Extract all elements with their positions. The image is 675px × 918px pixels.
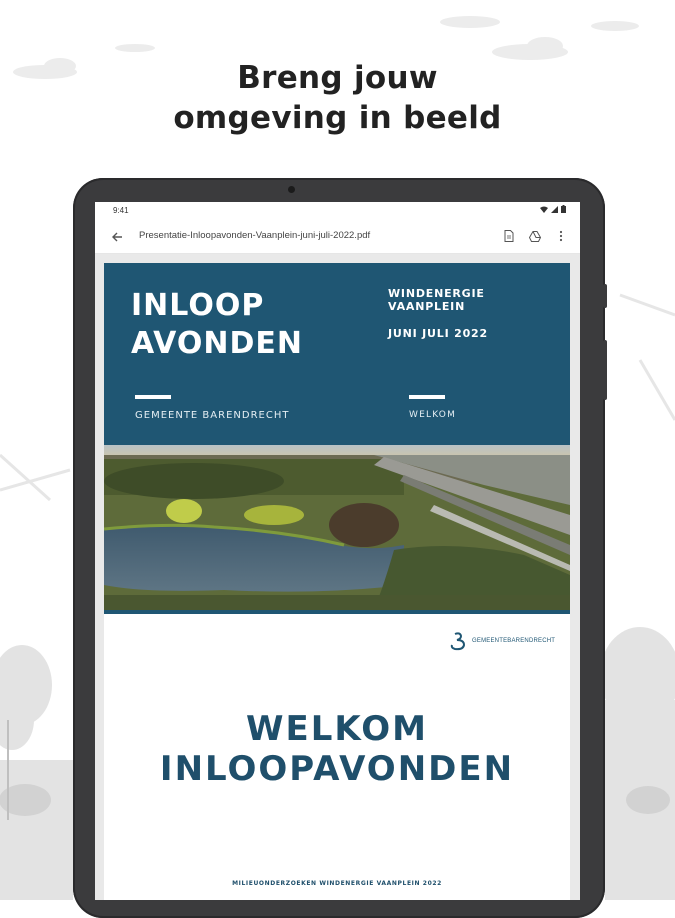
- battery-icon: [561, 205, 566, 213]
- cover-divider-right: [409, 395, 445, 399]
- signal-icon: [551, 206, 558, 213]
- aerial-photo: [104, 445, 570, 610]
- welcome-heading-line2: INLOOPAVONDEN: [159, 749, 515, 789]
- wifi-icon: [540, 206, 548, 213]
- status-bar: [95, 202, 580, 219]
- pdf-page: [104, 263, 570, 900]
- back-arrow-icon[interactable]: [109, 229, 125, 245]
- cover-welkom: WELKOM: [409, 410, 457, 420]
- municipality-logo: [449, 631, 555, 651]
- cover-municipality: GEMEENTE BARENDRECHT: [135, 410, 290, 421]
- pdf-file-name: Presentatie-Inloopavonden-Vaanplein-juni-juli-2022.pdf: [139, 230, 371, 241]
- cover-title-line1: INLOOP: [131, 288, 265, 323]
- promo-heading: [0, 58, 675, 138]
- cover-banner: [104, 263, 570, 445]
- app-bar-actions: [502, 229, 568, 243]
- cover-title: [131, 287, 303, 363]
- status-icons: [540, 205, 566, 213]
- cover-divider-left: [135, 395, 171, 399]
- pdf-viewer[interactable]: [95, 254, 580, 900]
- drive-icon: [529, 231, 541, 242]
- save-to-drive-button[interactable]: [528, 229, 542, 243]
- app-bar: [95, 219, 580, 254]
- promo-heading-line1: Breng jouw: [237, 60, 438, 96]
- cover-subtitle-line1: WINDENERGIE: [388, 287, 485, 300]
- status-time: 9:41: [113, 206, 129, 215]
- tablet-power-button: [603, 284, 607, 308]
- cover-date: JUNI JULI 2022: [388, 327, 488, 340]
- tablet-screen: [95, 202, 580, 900]
- tablet-camera: [288, 186, 295, 193]
- barendrecht-logo-icon: [449, 631, 469, 651]
- more-vert-icon: [559, 230, 563, 242]
- tablet-volume-button: [603, 340, 607, 400]
- cover-subtitle: [388, 287, 485, 313]
- more-options-button[interactable]: [554, 229, 568, 243]
- promo-heading-line2: omgeving in beeld: [173, 100, 502, 136]
- pdf-file-icon: [504, 230, 514, 242]
- cover-subtitle-line2: VAANPLEIN: [388, 300, 466, 313]
- pdf-details-button[interactable]: [502, 229, 516, 243]
- photo-bottom-strip: [104, 610, 570, 614]
- cover-title-line2: AVONDEN: [131, 326, 303, 361]
- logo-text: GEMEENTEBARENDRECHT: [472, 638, 556, 644]
- welcome-heading-line1: WELKOM: [246, 709, 428, 749]
- page-footer: MILIEUONDERZOEKEN WINDENERGIE VAANPLEIN 2022: [232, 880, 442, 887]
- welcome-heading: [104, 709, 570, 789]
